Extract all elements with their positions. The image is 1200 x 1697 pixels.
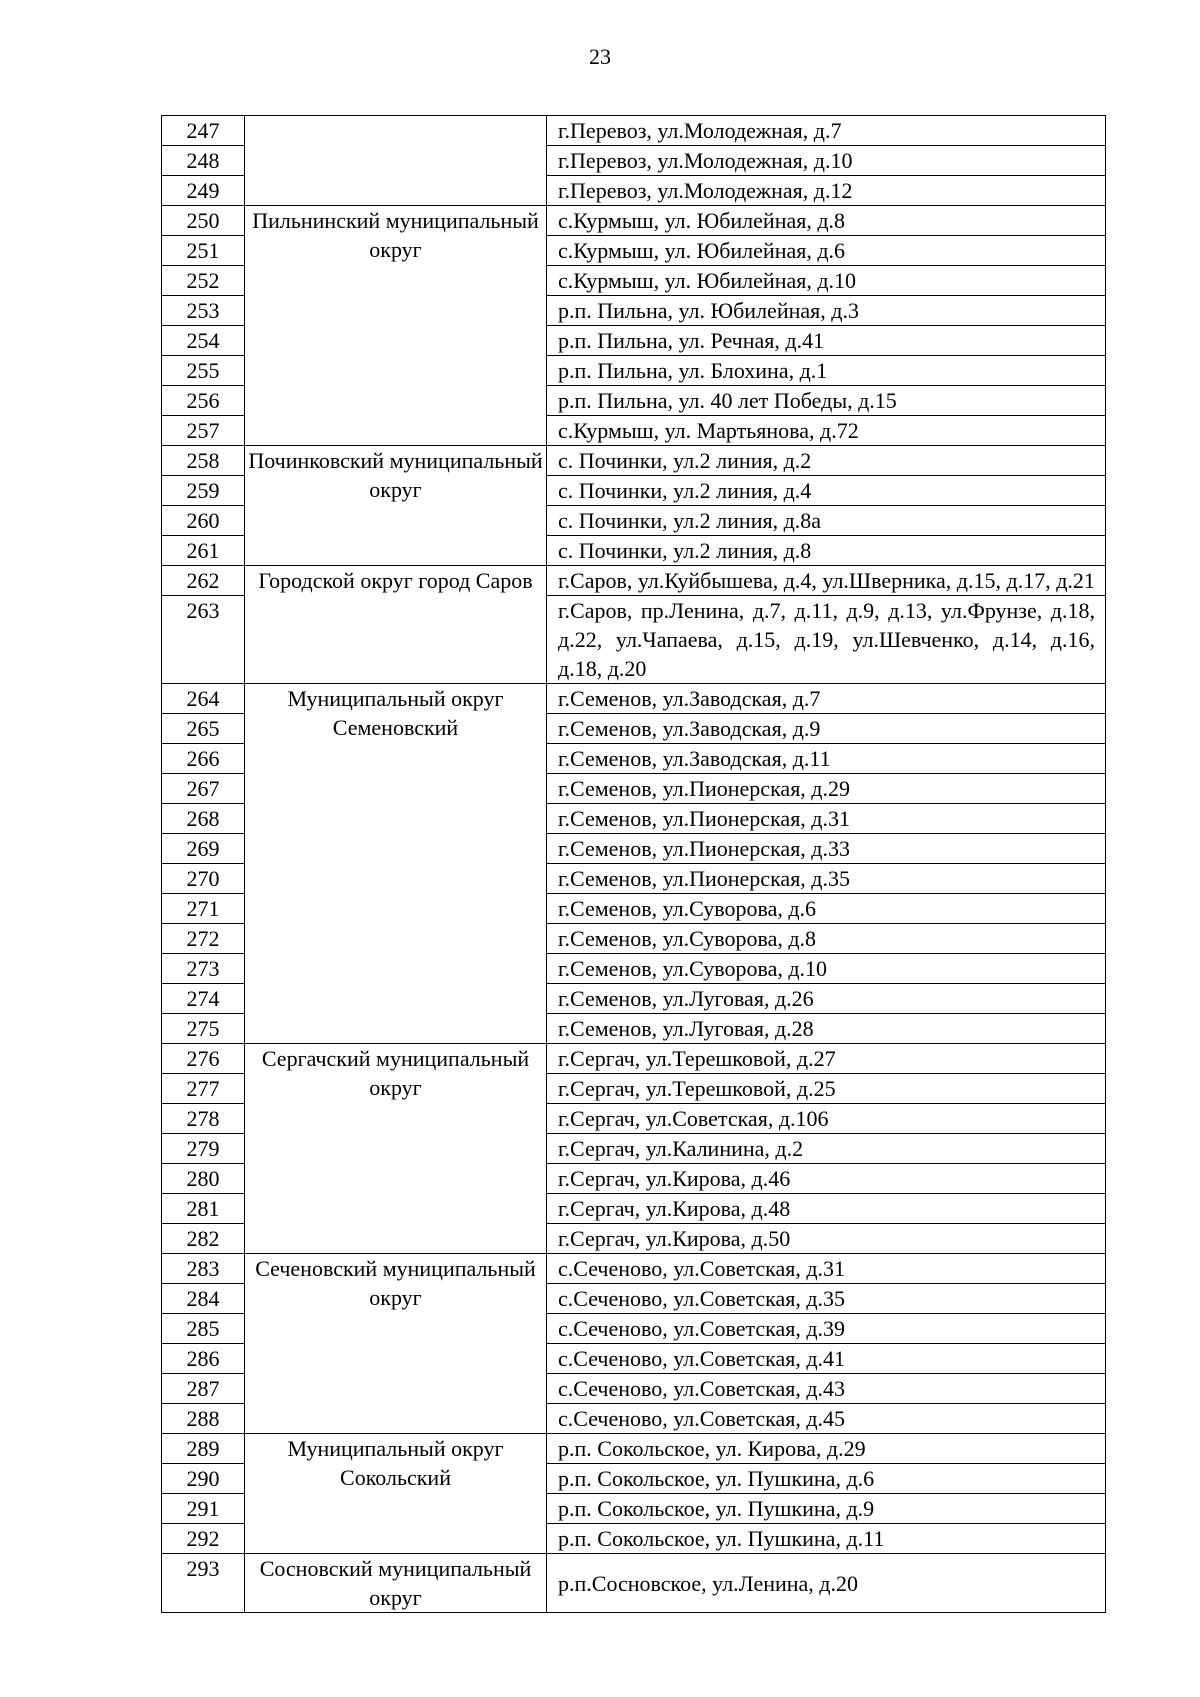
address-cell: г.Семенов, ул.Суворова, д.10	[547, 954, 1106, 984]
address-table	[161, 115, 1106, 1613]
address-cell: г.Семенов, ул.Заводская, д.7	[547, 684, 1106, 714]
district-cell: Сеченовский муниципальный округ	[245, 1254, 547, 1434]
row-number: 251	[162, 236, 245, 266]
row-number: 259	[162, 476, 245, 506]
row-number: 273	[162, 954, 245, 984]
address-cell: г.Саров, пр.Ленина, д.7, д.11, д.9, д.13, ул.Фрунзе, д.18, д.22, ул.Чапаева, д.15, д.19, ул.Шевченко, д.14, д.16, д.18, д.20	[547, 596, 1106, 684]
address-cell: с.Сеченово, ул.Советская, д.45	[547, 1404, 1106, 1434]
address-cell: г.Сергач, ул.Калинина, д.2	[547, 1134, 1106, 1164]
row-number: 290	[162, 1464, 245, 1494]
address-cell: с.Сеченово, ул.Советская, д.43	[547, 1374, 1106, 1404]
row-number: 261	[162, 536, 245, 566]
address-cell: г.Сергач, ул.Кирова, д.50	[547, 1224, 1106, 1254]
table-row	[162, 206, 1106, 236]
address-cell: г.Перевоз, ул.Молодежная, д.12	[547, 176, 1106, 206]
row-number: 271	[162, 894, 245, 924]
row-number: 277	[162, 1074, 245, 1104]
row-number: 278	[162, 1104, 245, 1134]
row-number: 281	[162, 1194, 245, 1224]
row-number: 264	[162, 684, 245, 714]
address-cell: р.п.Сосновское, ул.Ленина, д.20	[547, 1554, 1106, 1613]
address-cell: р.п. Сокольское, ул. Пушкина, д.9	[547, 1494, 1106, 1524]
row-number: 253	[162, 296, 245, 326]
row-number: 282	[162, 1224, 245, 1254]
row-number: 256	[162, 386, 245, 416]
row-number: 287	[162, 1374, 245, 1404]
row-number: 272	[162, 924, 245, 954]
row-number: 279	[162, 1134, 245, 1164]
page-number: 23	[589, 44, 611, 69]
row-number: 252	[162, 266, 245, 296]
address-cell: р.п. Пильна, ул. Блохина, д.1	[547, 356, 1106, 386]
district-cell: Пильнинский муниципальный округ	[245, 206, 547, 446]
address-cell: г.Семенов, ул.Заводская, д.11	[547, 744, 1106, 774]
address-cell: г.Семенов, ул.Пионерская, д.33	[547, 834, 1106, 864]
address-cell: г.Перевоз, ул.Молодежная, д.10	[547, 146, 1106, 176]
row-number: 293	[162, 1554, 245, 1613]
row-number: 292	[162, 1524, 245, 1554]
district-cell: Починковский муниципальный округ	[245, 446, 547, 566]
row-number: 289	[162, 1434, 245, 1464]
address-cell: р.п. Пильна, ул. Речная, д.41	[547, 326, 1106, 356]
address-cell: с. Починки, ул.2 линия, д.8а	[547, 506, 1106, 536]
address-cell: с.Сеченово, ул.Советская, д.35	[547, 1284, 1106, 1314]
table-row	[162, 1044, 1106, 1074]
row-number: 283	[162, 1254, 245, 1284]
table-row	[162, 116, 1106, 146]
row-number: 265	[162, 714, 245, 744]
address-cell: с.Курмыш, ул. Мартьянова, д.72	[547, 416, 1106, 446]
address-cell: г.Семенов, ул.Заводская, д.9	[547, 714, 1106, 744]
row-number: 267	[162, 774, 245, 804]
row-number: 291	[162, 1494, 245, 1524]
row-number: 262	[162, 566, 245, 596]
table-row	[162, 1554, 1106, 1613]
address-cell: с.Курмыш, ул. Юбилейная, д.10	[547, 266, 1106, 296]
row-number: 270	[162, 864, 245, 894]
address-cell: г.Сергач, ул.Терешковой, д.25	[547, 1074, 1106, 1104]
address-cell: с.Курмыш, ул. Юбилейная, д.8	[547, 206, 1106, 236]
district-cell: Городской округ город Саров	[245, 566, 547, 684]
row-number: 263	[162, 596, 245, 684]
row-number: 274	[162, 984, 245, 1014]
row-number: 258	[162, 446, 245, 476]
address-cell: с.Сеченово, ул.Советская, д.39	[547, 1314, 1106, 1344]
address-cell: г.Саров, ул.Куйбышева, д.4, ул.Шверника, д.15, д.17, д.21	[547, 566, 1106, 596]
table-row	[162, 684, 1106, 714]
row-number: 288	[162, 1404, 245, 1434]
row-number: 285	[162, 1314, 245, 1344]
row-number: 250	[162, 206, 245, 236]
address-cell: г.Семенов, ул.Луговая, д.28	[547, 1014, 1106, 1044]
row-number: 280	[162, 1164, 245, 1194]
row-number: 275	[162, 1014, 245, 1044]
address-cell: г.Семенов, ул.Суворова, д.6	[547, 894, 1106, 924]
address-cell: с. Починки, ул.2 линия, д.8	[547, 536, 1106, 566]
address-cell: р.п. Пильна, ул. Юбилейная, д.3	[547, 296, 1106, 326]
row-number: 257	[162, 416, 245, 446]
district-cell: Сергачский муниципальный округ	[245, 1044, 547, 1254]
address-cell: с.Сеченово, ул.Советская, д.41	[547, 1344, 1106, 1374]
address-cell: г.Сергач, ул.Кирова, д.46	[547, 1164, 1106, 1194]
row-number: 247	[162, 116, 245, 146]
address-cell: г.Сергач, ул.Кирова, д.48	[547, 1194, 1106, 1224]
address-cell: р.п. Сокольское, ул. Кирова, д.29	[547, 1434, 1106, 1464]
address-cell: с. Починки, ул.2 линия, д.4	[547, 476, 1106, 506]
address-cell: г.Сергач, ул.Терешковой, д.27	[547, 1044, 1106, 1074]
address-cell: г.Семенов, ул.Пионерская, д.31	[547, 804, 1106, 834]
district-cell: Сосновский муниципальный округ	[245, 1554, 547, 1613]
row-number: 255	[162, 356, 245, 386]
address-cell: г.Семенов, ул.Луговая, д.26	[547, 984, 1106, 1014]
address-cell: г.Сергач, ул.Советская, д.106	[547, 1104, 1106, 1134]
address-cell: г.Семенов, ул.Пионерская, д.29	[547, 774, 1106, 804]
district-cell	[245, 116, 547, 206]
address-cell: с.Курмыш, ул. Юбилейная, д.6	[547, 236, 1106, 266]
row-number: 260	[162, 506, 245, 536]
district-cell: Муниципальный округ Семеновский	[245, 684, 547, 1044]
address-cell: р.п. Сокольское, ул. Пушкина, д.6	[547, 1464, 1106, 1494]
row-number: 284	[162, 1284, 245, 1314]
address-cell: г.Семенов, ул.Суворова, д.8	[547, 924, 1106, 954]
row-number: 276	[162, 1044, 245, 1074]
row-number: 254	[162, 326, 245, 356]
address-cell: г.Семенов, ул.Пионерская, д.35	[547, 864, 1106, 894]
table-row	[162, 1434, 1106, 1464]
address-cell: р.п. Пильна, ул. 40 лет Победы, д.15	[547, 386, 1106, 416]
district-cell: Муниципальный округ Сокольский	[245, 1434, 547, 1554]
address-cell: р.п. Сокольское, ул. Пушкина, д.11	[547, 1524, 1106, 1554]
row-number: 286	[162, 1344, 245, 1374]
address-cell: с.Сеченово, ул.Советская, д.31	[547, 1254, 1106, 1284]
address-cell: с. Починки, ул.2 линия, д.2	[547, 446, 1106, 476]
row-number: 248	[162, 146, 245, 176]
table-row	[162, 1254, 1106, 1284]
table-row	[162, 566, 1106, 596]
table-row	[162, 446, 1106, 476]
row-number: 249	[162, 176, 245, 206]
row-number: 269	[162, 834, 245, 864]
address-cell: г.Перевоз, ул.Молодежная, д.7	[547, 116, 1106, 146]
row-number: 266	[162, 744, 245, 774]
table-body	[162, 116, 1106, 1613]
row-number: 268	[162, 804, 245, 834]
